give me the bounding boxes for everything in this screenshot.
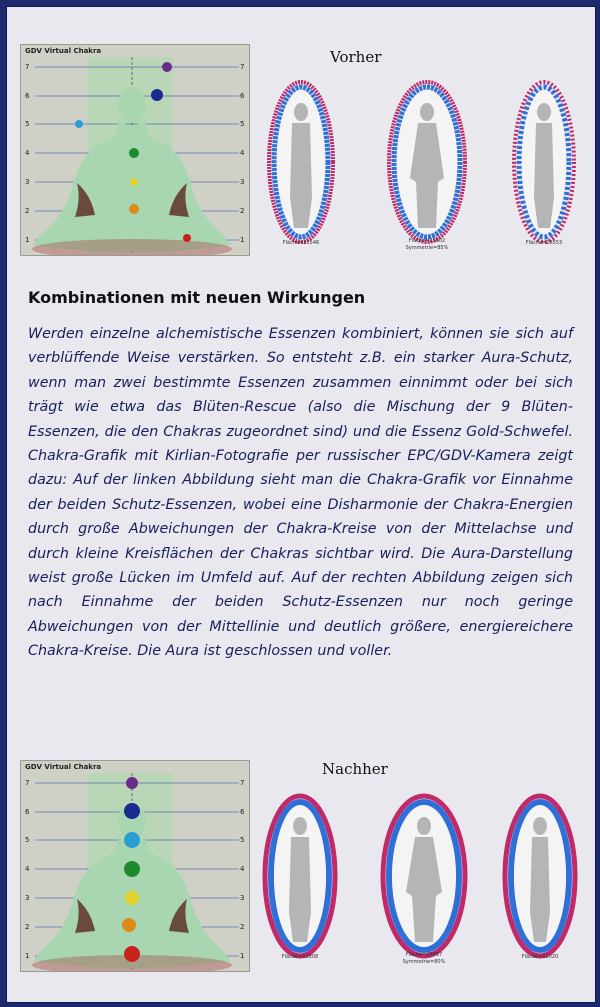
svg-text:1: 1 [240, 236, 245, 244]
chakra-6-third-eye [124, 803, 140, 819]
svg-text:7: 7 [25, 63, 30, 71]
chakra-4-heart [124, 861, 140, 877]
chakra-4-heart [129, 148, 139, 158]
svg-text:4: 4 [25, 865, 30, 873]
chakra-chart-before [20, 44, 250, 256]
panel-title: GDV Virtual Chakra [25, 763, 102, 771]
svg-text:5: 5 [25, 836, 30, 844]
svg-text:1: 1 [25, 236, 30, 244]
svg-text:5: 5 [240, 836, 245, 844]
area-value: Fläche=22020 [521, 954, 559, 960]
svg-text:3: 3 [25, 894, 30, 902]
svg-text:3: 3 [25, 178, 30, 186]
svg-text:1: 1 [25, 952, 30, 960]
svg-text:4: 4 [25, 149, 30, 157]
meditating-figure [32, 87, 232, 255]
svg-text:7: 7 [240, 63, 245, 71]
chakra-chart-svg [21, 45, 249, 255]
area-value: Fläche=18553 [525, 240, 563, 246]
chakra-7-crown [162, 62, 172, 72]
svg-text:3: 3 [240, 894, 245, 902]
section-heading: Kombinationen mit neuen Wirkungen [28, 288, 366, 307]
scale-left [25, 779, 30, 960]
chakra-1-root [124, 946, 140, 962]
area-value: Fläche=25857 [405, 952, 443, 958]
svg-text:3: 3 [240, 178, 245, 186]
svg-text:6: 6 [240, 808, 245, 816]
aura-after-3 [500, 792, 580, 964]
scale-right [240, 63, 245, 244]
svg-text:6: 6 [240, 92, 245, 100]
svg-text:4: 4 [240, 149, 245, 157]
aura-after-2 [378, 792, 470, 964]
aura-after-1 [260, 792, 340, 964]
aura-before-2 [384, 78, 470, 250]
area-value: Fläche=21546 [282, 240, 320, 246]
svg-text:7: 7 [25, 779, 30, 787]
chakra-6-third-eye [151, 89, 163, 101]
symmetry-value: Symmetrie=80% [402, 959, 446, 965]
svg-text:2: 2 [25, 923, 30, 931]
chakra-7-crown [126, 777, 138, 789]
svg-text:2: 2 [25, 207, 30, 215]
svg-text:2: 2 [240, 207, 245, 215]
chakra-5-throat [124, 832, 140, 848]
svg-text:1: 1 [240, 952, 245, 960]
chakra-5-throat [75, 120, 83, 128]
body-paragraph: Werden einzelne alchemistische Essenzen kombiniert, können sie sich auf verblüffende Weise verstärken. So entsteht z.B. ein starker Aura-Schutz, wenn man zwei bestimmte Essenzen zusammen einnimmt oder bei sich trägt wie etwa das Blüten-Rescue (also die Mischung der 9 Blüten-Essenzen, die den Chakras zugeordnet sind) und die Essenz Gold-Schwefel. Chakra-Grafik mit Kirlian-Fotografie per russischer EPC/GDV-Kamera zeigt dazu: Auf der linken Abbildung sieht man die Chakra-Grafik vor Einnahme der beiden Schutz-Essenzen, wobei eine Disharmonie der Chakra-Energien durch große Abweichungen der Chakra-Kreise von der Mittelachse und durch kleine Kreisflächen der Chakras sichtbar wird. Die Aura-Darstellung weist große Lücken im Umfeld auf. Auf der rechten Abbildung zeigen sich nach Einnahme der beiden Schutz-Essenzen nur noch geringe Abweichungen von der Mittellinie und deutlich größere, energiereichere Chakra-Kreise. Die Aura ist geschlossen und voller. [28, 326, 573, 660]
chakra-chart-after [20, 760, 250, 972]
chakra-3-solar [130, 178, 138, 186]
label-after: Nachher [322, 760, 388, 778]
svg-text:5: 5 [25, 120, 30, 128]
symmetry-value: Symmetrie=85% [405, 245, 449, 251]
svg-text:6: 6 [25, 92, 30, 100]
chakra-2-sacral [129, 204, 139, 214]
svg-text:2: 2 [240, 923, 245, 931]
chakra-chart-svg [21, 761, 249, 971]
chakra-2-sacral [122, 918, 136, 932]
area-value: Fläche=22808 [281, 954, 319, 960]
svg-text:4: 4 [240, 865, 245, 873]
label-before: Vorher [330, 48, 382, 66]
svg-text:7: 7 [240, 779, 245, 787]
panel-title: GDV Virtual Chakra [25, 47, 102, 55]
scale-right [240, 779, 245, 960]
area-value: Fläche=21602 [408, 238, 446, 244]
svg-text:6: 6 [25, 808, 30, 816]
scale-left [25, 63, 30, 244]
chakra-3-solar [125, 891, 139, 905]
aura-before-1 [264, 78, 338, 250]
meditating-figure [32, 803, 232, 971]
svg-text:5: 5 [240, 120, 245, 128]
aura-before-3 [508, 78, 580, 250]
chakra-1-root [183, 234, 191, 242]
